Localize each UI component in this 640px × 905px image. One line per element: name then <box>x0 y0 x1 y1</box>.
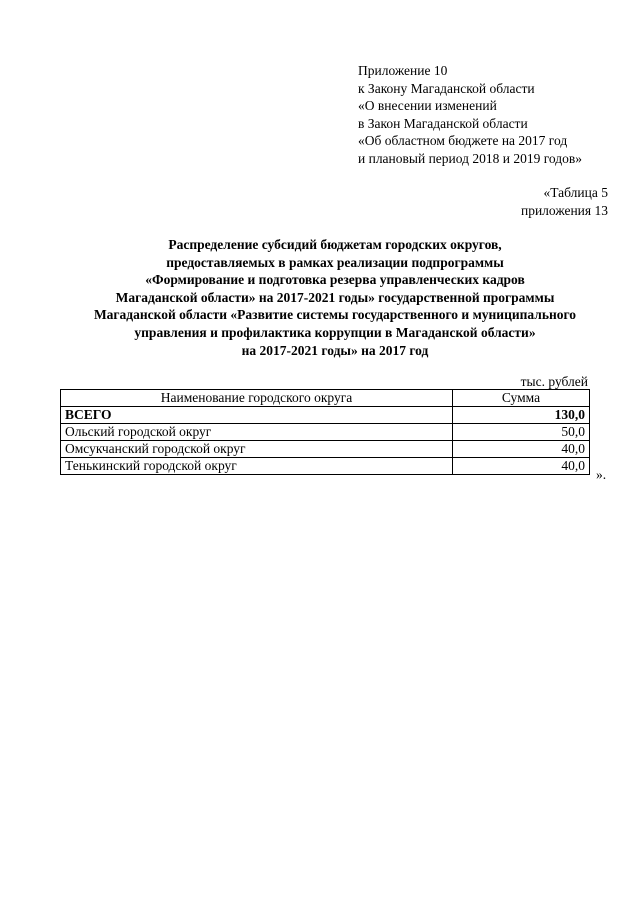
appendix-line: в Закон Магаданской области <box>358 115 528 131</box>
document-title <box>40 236 630 359</box>
district-sum-cell: 40,0 <box>453 441 590 458</box>
title-line: Магаданской области «Развитие системы государственного и муниципального <box>93 307 577 323</box>
subsidy-table <box>60 389 590 475</box>
district-name-cell: Омсукчанский городской округ <box>61 441 453 458</box>
table-row <box>61 424 590 441</box>
header-sum-cell: Сумма <box>453 390 590 407</box>
total-name-cell: ВСЕГО <box>61 407 453 424</box>
table-row <box>61 458 590 475</box>
district-name-cell: Тенькинский городской округ <box>61 458 453 475</box>
title-line: Магаданской области» на 2017-2021 годы» государственной программы <box>115 289 555 305</box>
title-line: предоставляемых в рамках реализации подпрограммы <box>166 254 504 270</box>
title-line: на 2017-2021 годы» на 2017 год <box>241 342 429 358</box>
appendix-line: и плановый период 2018 и 2019 годов» <box>358 150 583 166</box>
header-name-cell: Наименование городского округа <box>61 390 453 407</box>
appendix-line: Приложение 10 <box>358 63 448 78</box>
district-sum-cell: 50,0 <box>453 424 590 441</box>
district-sum-cell: 40,0 <box>453 458 590 475</box>
closing-quote-mark: ». <box>596 467 607 482</box>
total-row <box>61 407 590 424</box>
total-sum-cell: 130,0 <box>453 407 590 424</box>
appendix-line: «О внесении изменений <box>358 98 497 114</box>
table-reference-line: приложения 13 <box>520 202 608 218</box>
title-line: Распределение субсидий бюджетам городских округов, <box>168 237 502 252</box>
units-label: тыс. рублей <box>520 374 588 389</box>
district-name-cell: Ольский городской округ <box>61 424 453 441</box>
table-reference-line: «Таблица 5 <box>543 185 608 200</box>
title-line: управления и профилактика коррупции в Магаданской области» <box>134 324 536 340</box>
table-row <box>61 441 590 458</box>
table-reference <box>521 184 608 219</box>
appendix-header <box>358 62 582 168</box>
appendix-line: к Закону Магаданской области <box>358 80 535 96</box>
title-line: «Формирование и подготовка резерва управленческих кадров <box>145 272 525 288</box>
appendix-line: «Об областном бюджете на 2017 год <box>358 133 568 149</box>
table-header-row <box>61 390 590 407</box>
